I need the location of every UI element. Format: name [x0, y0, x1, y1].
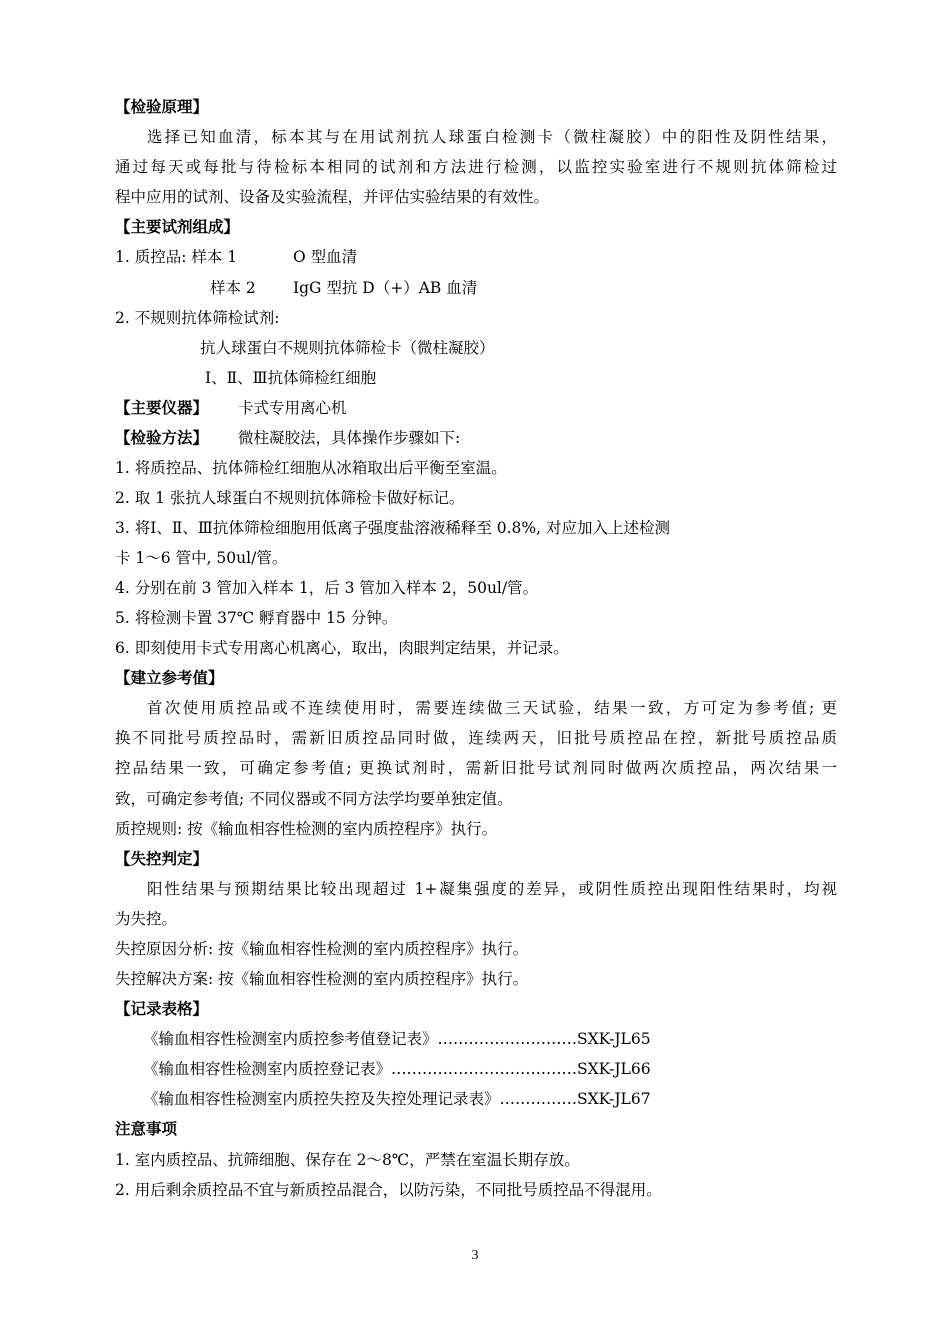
reagent-item-1b-prefix: 样本 2: [210, 279, 256, 297]
reference-line-1: 首次使用质控品或不连续使用时，需要连续做三天试验，结果一致，方可定为参考值; 更: [147, 699, 837, 717]
reference-line-4: 致，可确定参考值; 不同仪器或不同方法学均要单独定值。: [115, 790, 513, 808]
reagent-item-1-prefix: 1. 质控品: 样本 1: [115, 248, 238, 266]
out-of-control-analysis: 失控原因分析: 按《输血相容性检测的室内质控程序》执行。: [115, 940, 529, 958]
principle-line-3: 程中应用的试剂、设备及实验流程，并评估实验结果的有效性。: [115, 188, 550, 206]
record-item-3: 《输血相容性检测室内质控失控及失控处理记录表》……………SXK-JL67: [143, 1090, 651, 1108]
instruments-text: 卡式专用离心机: [238, 399, 347, 417]
reference-line-3: 控品结果一致，可确定参考值; 更换试剂时，需新旧批号试剂同时做两次质控品，两次结果一: [115, 759, 837, 777]
heading-out-of-control: 【失控判定】: [115, 850, 209, 868]
heading-principle: 【检验原理】: [115, 98, 209, 116]
heading-records: 【记录表格】: [115, 1000, 209, 1018]
out-of-control-line-1: 阳性结果与预期结果比较出现超过 1+凝集强度的差异，或阴性质控出现阳性结果时，均视: [147, 880, 837, 898]
reagent-item-1b-value: IgG 型抗 D（+）AB 血清: [293, 279, 478, 297]
reference-rule: 质控规则: 按《输血相容性检测的室内质控程序》执行。: [115, 820, 498, 838]
reagent-item-2b: Ⅰ、Ⅱ、Ⅲ抗体筛检红细胞: [205, 369, 377, 387]
reagent-item-2: 2. 不规则抗体筛检试剂:: [115, 309, 280, 327]
notes-item-1: 1. 室内质控品、抗筛细胞、保存在 2～8℃，严禁在室温长期存放。: [115, 1151, 580, 1169]
method-step-2: 2. 取 1 张抗人球蛋白不规则抗体筛检卡做好标记。: [115, 489, 465, 507]
heading-reference: 【建立参考值】: [115, 669, 224, 687]
heading-notes: 注意事项: [115, 1120, 178, 1138]
heading-method: 【检验方法】: [115, 429, 209, 447]
out-of-control-line-2: 为失控。: [115, 910, 178, 928]
page-number: 3: [471, 1248, 479, 1263]
method-step-3: 3. 将Ⅰ、Ⅱ、Ⅲ抗体筛检细胞用低离子强度盐溶液稀释至 0.8%, 对应加入上述检测: [115, 519, 670, 537]
method-step-4: 4. 分别在前 3 管加入样本 1，后 3 管加入样本 2，50ul/管。: [115, 579, 539, 597]
reference-line-2: 换不同批号质控品时，需新旧质控品同时做，连续两天，旧批号质控品在控，新批号质控品质: [115, 729, 837, 747]
method-step-5: 5. 将检测卡置 37℃ 孵育器中 15 分钟。: [115, 609, 398, 627]
heading-reagents: 【主要试剂组成】: [115, 218, 240, 236]
method-step-6: 6. 即刻使用卡式专用离心机离心，取出，肉眼判定结果，并记录。: [115, 639, 569, 657]
out-of-control-solution: 失控解决方案: 按《输血相容性检测的室内质控程序》执行。: [115, 970, 529, 988]
reagent-item-2a: 抗人球蛋白不规则抗体筛检卡（微柱凝胶）: [200, 339, 495, 357]
principle-line-2: 通过每天或每批与待检标本相同的试剂和方法进行检测，以监控实验室进行不规则抗体筛检过: [115, 158, 837, 176]
record-item-1: 《输血相容性检测室内质控参考值登记表》………………………SXK-JL65: [143, 1030, 651, 1048]
heading-instruments: 【主要仪器】: [115, 399, 209, 417]
method-text: 微柱凝胶法，具体操作步骤如下:: [238, 429, 461, 447]
record-item-2: 《输血相容性检测室内质控登记表》………………………………SXK-JL66: [143, 1060, 651, 1078]
method-step-1: 1. 将质控品、抗体筛检红细胞从冰箱取出后平衡至室温。: [115, 459, 507, 477]
method-step-3-cont: 卡 1～6 管中, 50ul/管。: [115, 549, 288, 567]
principle-line-1: 选择已知血清，标本其与在用试剂抗人球蛋白检测卡（微柱凝胶）中的阳性及阴性结果，: [147, 128, 837, 146]
notes-item-2: 2. 用后剩余质控品不宜与新质控品混合，以防污染，不同批号质控品不得混用。: [115, 1181, 662, 1199]
reagent-item-1-value: O 型血清: [293, 248, 358, 266]
